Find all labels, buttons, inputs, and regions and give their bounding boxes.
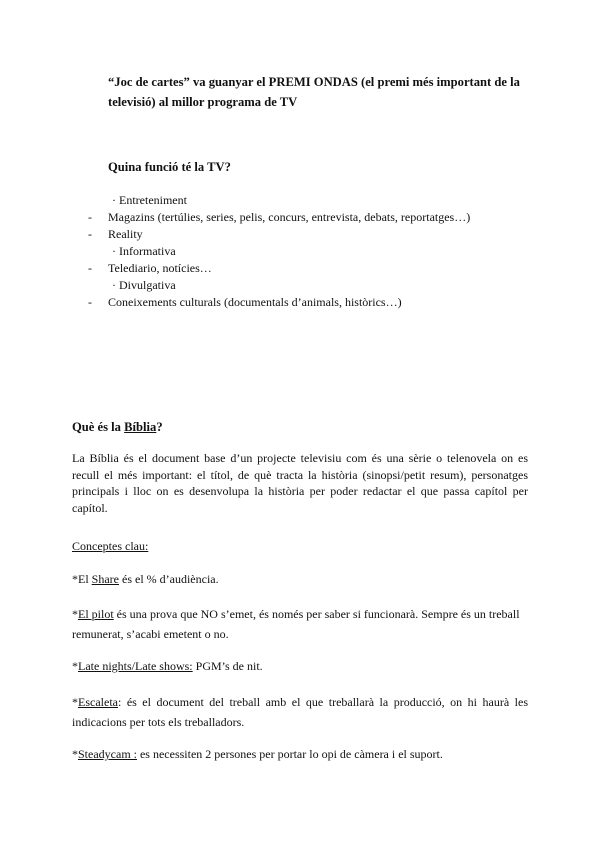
concept-escaleta bbox=[72, 692, 528, 732]
category-entreteniment: · Entreteniment bbox=[112, 193, 187, 207]
concept-steadycam bbox=[72, 747, 443, 762]
concept-share-rest: és el % d’audiència. bbox=[119, 572, 219, 586]
intro-paragraph: “Joc de cartes” va guanyar el PREMI ONDAS (el premi més important de la televisió) al millor programa de TV bbox=[108, 75, 520, 109]
biblia-heading-term: Bíblia bbox=[124, 420, 157, 434]
concept-escaleta-star: * bbox=[72, 695, 78, 709]
list-dash: - bbox=[88, 261, 92, 275]
biblia-heading-prefix: Què és la bbox=[72, 420, 125, 434]
tv-function-heading: Quina funció té la TV? bbox=[108, 160, 231, 174]
concept-late-term: Late nights/Late shows: bbox=[78, 659, 193, 673]
list-dash: - bbox=[88, 295, 92, 309]
list-item bbox=[88, 243, 528, 260]
tv-function-list bbox=[88, 192, 528, 311]
concept-share-star: *El bbox=[72, 572, 92, 586]
list-item bbox=[88, 294, 528, 311]
concept-share bbox=[72, 572, 219, 587]
item-coneixements: Coneixements culturals (documentals d’animals, històrics…) bbox=[108, 295, 402, 309]
list-item bbox=[88, 277, 528, 294]
list-item bbox=[88, 260, 528, 277]
concept-share-term: Share bbox=[91, 572, 119, 586]
list-dash: - bbox=[88, 210, 92, 224]
list-dash: - bbox=[88, 227, 92, 241]
biblia-paragraph: La Bíblia és el document base d’un projecte televisiu com és una sèrie o telenovela on es recull el més important: el títol, de què tracta la història (sinopsi/petit resum), personatges principals i lloc on es desenvolupa la història per poder redactar el que passa capítol per capítol. bbox=[72, 451, 528, 515]
concepts-heading: Conceptes clau: bbox=[72, 539, 149, 553]
list-item bbox=[88, 192, 528, 209]
list-item bbox=[88, 226, 528, 243]
concept-pilot bbox=[72, 604, 528, 644]
concept-pilot-term: El pilot bbox=[78, 607, 114, 621]
concept-steadycam-star: * bbox=[72, 747, 78, 761]
biblia-heading-suffix: ? bbox=[156, 420, 163, 434]
concept-late-rest: PGM’s de nit. bbox=[192, 659, 263, 673]
concept-escaleta-term: Escaleta bbox=[78, 695, 118, 709]
concept-late-star: * bbox=[72, 659, 78, 673]
concept-steadycam-term: Steadycam : bbox=[78, 747, 137, 761]
list-item bbox=[88, 209, 528, 226]
concept-late-nights bbox=[72, 659, 263, 674]
biblia-heading bbox=[72, 420, 163, 435]
concept-steadycam-rest: es necessiten 2 persones per portar lo opi de càmera i el suport. bbox=[136, 747, 443, 761]
item-reality: Reality bbox=[108, 227, 143, 241]
concept-escaleta-rest: : és el document del treball amb el que treballarà la producció, on hi haurà les indicacions per tots els treballadors. bbox=[72, 695, 528, 729]
item-magazins: Magazins (tertúlies, series, pelis, concurs, entrevista, debats, reportatges…) bbox=[108, 210, 471, 224]
concept-pilot-star: * bbox=[72, 607, 78, 621]
category-divulgativa: · Divulgativa bbox=[112, 278, 176, 292]
category-informativa: · Informativa bbox=[112, 244, 176, 258]
concept-pilot-rest: és una prova que NO s’emet, és només per saber si funcionarà. Sempre és un treball remunerat, s’acabi emetent o no. bbox=[72, 607, 520, 641]
item-telediario: Telediario, notícies… bbox=[108, 261, 212, 275]
